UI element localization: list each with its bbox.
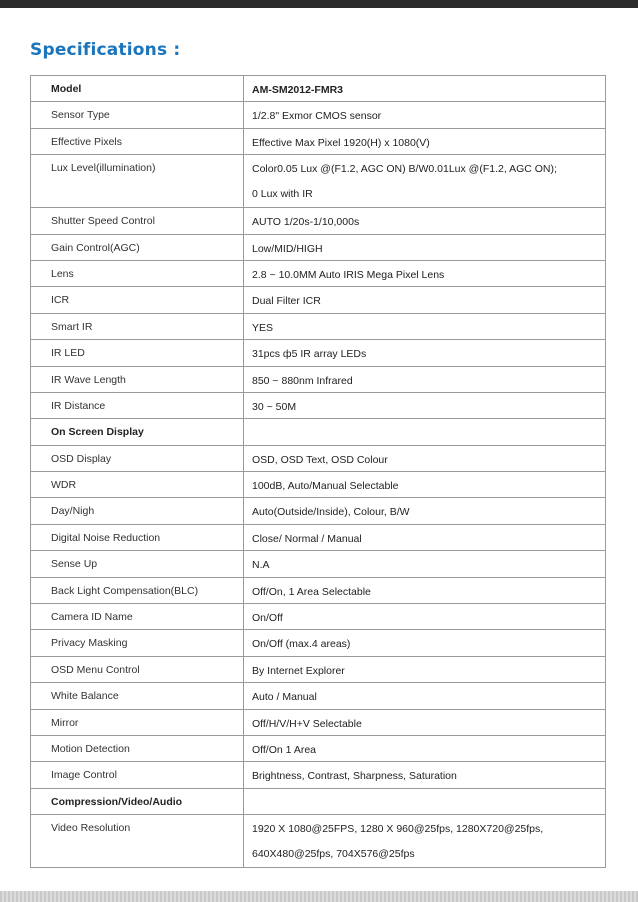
spec-row (31, 709, 606, 735)
spec-row (31, 102, 606, 128)
top-bar (0, 0, 638, 8)
spec-label: Mirror (31, 709, 244, 735)
spec-label: OSD Menu Control (31, 656, 244, 682)
spec-label: Back Light Compensation(BLC) (31, 577, 244, 603)
spec-value-line-1: Color0.05 Lux @(F1.2, AGC ON) B/W0.01Lux @(F1.2, AGC ON); (252, 163, 557, 176)
spec-value: Close/ Normal / Manual (244, 524, 606, 550)
spec-label: Lux Level(illumination) (31, 155, 244, 208)
spec-row (31, 260, 606, 286)
spec-value: Off/On 1 Area (244, 735, 606, 761)
spec-label: Shutter Speed Control (31, 208, 244, 234)
spec-label: Effective Pixels (31, 128, 244, 154)
spec-value: N.A (244, 551, 606, 577)
spec-label: IR LED (31, 340, 244, 366)
specifications-table (30, 75, 606, 868)
spec-value (244, 419, 606, 445)
spec-label: Image Control (31, 762, 244, 788)
spec-value (244, 815, 606, 868)
spec-row (31, 155, 606, 208)
spec-value: On/Off (max.4 areas) (244, 630, 606, 656)
spec-value: 850 ~ 880nm Infrared (244, 366, 606, 392)
spec-value: Brightness, Contrast, Sharpness, Saturation (244, 762, 606, 788)
page-title: Specifications : (30, 40, 181, 60)
spec-row (31, 472, 606, 498)
spec-label: Camera ID Name (31, 604, 244, 630)
spec-row (31, 788, 606, 814)
spec-value: Auto(Outside/Inside), Colour, B/W (244, 498, 606, 524)
spec-label: Video Resolution (31, 815, 244, 868)
spec-row (31, 340, 606, 366)
spec-label: WDR (31, 472, 244, 498)
spec-value (244, 155, 606, 208)
spec-row (31, 762, 606, 788)
spec-value-line-2: 640X480@25fps, 704X576@25fps (252, 848, 415, 861)
spec-value: Off/On, 1 Area Selectable (244, 577, 606, 603)
spec-row (31, 604, 606, 630)
spec-row (31, 551, 606, 577)
spec-label: ICR (31, 287, 244, 313)
spec-value: Dual Filter ICR (244, 287, 606, 313)
spec-label: Motion Detection (31, 735, 244, 761)
spec-value: On/Off (244, 604, 606, 630)
spec-label: Model (31, 76, 244, 102)
spec-label: IR Distance (31, 392, 244, 418)
spec-value: Off/H/V/H+V Selectable (244, 709, 606, 735)
spec-row (31, 419, 606, 445)
spec-row (31, 577, 606, 603)
spec-label: Lens (31, 260, 244, 286)
spec-row (31, 287, 606, 313)
spec-row (31, 234, 606, 260)
spec-value: OSD, OSD Text, OSD Colour (244, 445, 606, 471)
bottom-bar (0, 891, 638, 902)
spec-label: Day/Nigh (31, 498, 244, 524)
spec-value-line-1: 1920 X 1080@25FPS, 1280 X 960@25fps, 1280X720@25fps, (252, 823, 544, 836)
spec-row (31, 498, 606, 524)
spec-value-line-2: 0 Lux with IR (252, 188, 313, 201)
spec-row (31, 313, 606, 339)
spec-value: Effective Max Pixel 1920(H) x 1080(V) (244, 128, 606, 154)
spec-row (31, 815, 606, 868)
spec-row (31, 683, 606, 709)
spec-row (31, 392, 606, 418)
spec-row (31, 656, 606, 682)
section-header-label: Compression/Video/Audio (31, 788, 244, 814)
spec-row (31, 366, 606, 392)
spec-value: AUTO 1/20s-1/10,000s (244, 208, 606, 234)
spec-label: Gain Control(AGC) (31, 234, 244, 260)
spec-label: Sense Up (31, 551, 244, 577)
spec-value: 2.8 ~ 10.0MM Auto IRIS Mega Pixel Lens (244, 260, 606, 286)
spec-value: AM-SM2012-FMR3 (244, 76, 606, 102)
spec-value: By Internet Explorer (244, 656, 606, 682)
spec-value: 100dB, Auto/Manual Selectable (244, 472, 606, 498)
spec-value: Low/MID/HIGH (244, 234, 606, 260)
spec-row (31, 128, 606, 154)
spec-value: 31pcs ф5 IR array LEDs (244, 340, 606, 366)
spec-value: 1/2.8" Exmor CMOS sensor (244, 102, 606, 128)
spec-label: Digital Noise Reduction (31, 524, 244, 550)
spec-label: IR Wave Length (31, 366, 244, 392)
spec-label: Privacy Masking (31, 630, 244, 656)
spec-label: Sensor Type (31, 102, 244, 128)
spec-value: Auto / Manual (244, 683, 606, 709)
spec-value: YES (244, 313, 606, 339)
spec-row (31, 630, 606, 656)
section-header-label: On Screen Display (31, 419, 244, 445)
spec-label: White Balance (31, 683, 244, 709)
spec-row (31, 76, 606, 102)
spec-label: Smart IR (31, 313, 244, 339)
spec-row (31, 524, 606, 550)
spec-value: 30 ~ 50M (244, 392, 606, 418)
spec-row (31, 445, 606, 471)
spec-label: OSD Display (31, 445, 244, 471)
spec-row (31, 735, 606, 761)
spec-value (244, 788, 606, 814)
spec-row (31, 208, 606, 234)
